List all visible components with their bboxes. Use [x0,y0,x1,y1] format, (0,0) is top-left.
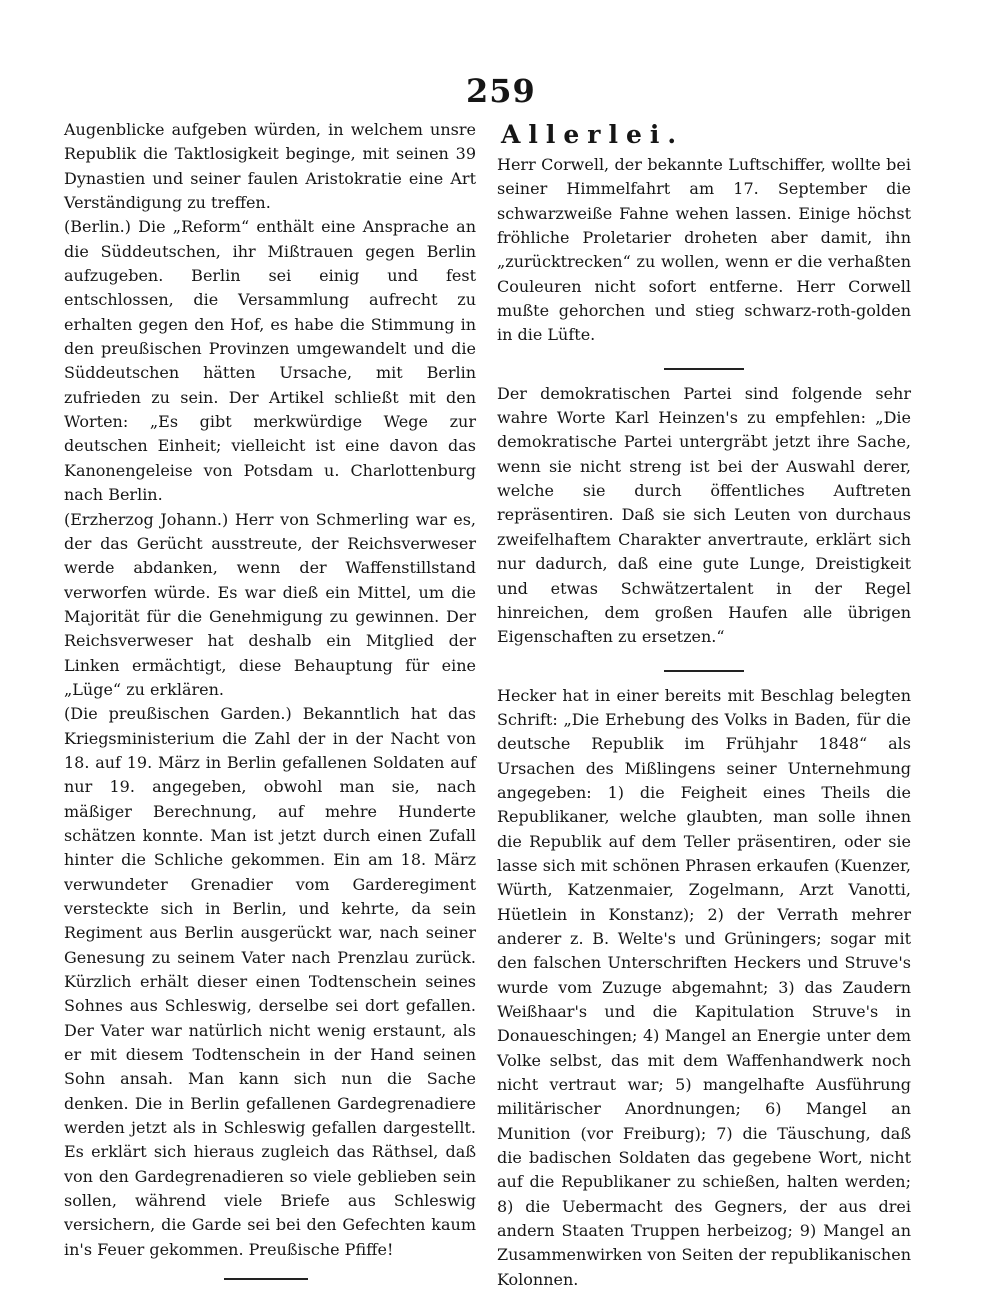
article-berlin: (Berlin.) Die „Reform“ enthält eine Ansprache an die Süddeutschen, ihr Mißtrauen gegen Berlin aufzugeben. Berlin sei einig und fest entschlossen, die Versammlung aufrecht zu erhalten gegen den Hof, es habe die Stimmung in den preußischen Provinzen umgewandelt und die Süddeutschen hätten Ursache, mit Berlin zufrieden zu sein. Der Artikel schließt mit den Worten: „Es gibt merkwürdige Wege zur deutschen Einheit; vielleicht ist eine davon das Kanonengeleise von Potsdam u. Charlottenburg nach Berlin. [64,217,476,505]
right-column [497,120,911,1292]
left-divider [224,1278,308,1280]
section-title: Allerlei. [501,120,685,149]
article-preussische-garden: (Die preußischen Garden.) Bekanntlich hat das Kriegsministerium die Zahl der in der Nacht von 18. auf 19. März in Berlin gefallenen Soldaten auf nur 19. angegeben, obwohl man sie, nach mäßiger Berechnung, auf mehre Hunderte schätzen konnte. Man ist jetzt durch einen Zufall hinter die Schliche gekommen. Ein am 18. März verwundeter Grenadier vom Garderegiment versteckte sich in Berlin, und kehrte, da sein Regiment aus Berlin ausgerückt war, nach seiner Genesung zu seinem Vater nach Prenzlau zurück. Kürzlich erhält dieser einen Todtenschein seines Sohnes aus Schleswig, derselbe sei dort gefallen. Der Vater war natürlich nicht wenig erstaunt, als er mit diesem Todtenschein in der Hand seinen Sohn ansah. Man kann sich nun die Sache denken. Die in Berlin gefallenen Gardegrenadiere werden jetzt als in Schleswig gefallen dargestellt. Es erklärt sich hieraus zugleich das Räthsel, daß von den Gardegrenadieren so viele geblieben sein sollen, während viele Briefe aus Schleswig versichern, die Garde sei bei den Gefechten kaum in's Feuer gekommen. Preußische Pfiffe! [64,704,476,1259]
article-corwell: Herr Corwell, der bekannte Luftschiffer, wollte bei seiner Himmelfahrt am 17. September die schwarzweiße Fahne wehen lassen. Einige höchst fröhliche Proletarier droheten aber damit, ihn „zurücktrecken“ zu wollen, wenn er die verhaßten Couleuren nicht sofort entferne. Herr Corwell mußte gehorchen und stieg schwarz-roth-golden in die Lüfte. [497,155,911,345]
divider-1 [664,368,744,370]
page-number: 259 [466,72,536,110]
article-erzherzog-johann: (Erzherzog Johann.) Herr von Schmerling war es, der das Gerücht ausstreute, der Reichsverweser werde abdanken, wenn der Waffenstillstand verworfen würde. Es war dieß ein Mittel, um die Majorität für die Genehmigung zu gewinnen. Der Reichsverweser hat deshalb ein Mitglied der Linken ermächtigt, diese Behauptung für eine „Lüge“ zu erklären. [64,509,476,699]
article-continuation: Augenblicke aufgeben würden, in welchem unsre Republik die Taktlosigkeit beginge, mit seinen 39 Dynastien und seiner faulen Aristokratie eine Art Verständigung zu treffen. [64,120,476,213]
left-column [64,118,476,1280]
article-hecker: Hecker hat in einer bereits mit Beschlag belegten Schrift: „Die Erhebung des Volks in Baden, für die deutsche Republik im Frühjahr 1848“ als Ursachen des Mißlingens seiner Unternehmung angegeben: 1) die Feigheit eines Theils die Republikaner, welche glaubten, man solle ihnen die Republik auf dem Teller präsentiren, oder sie lasse sich mit schönen Phrasen erkaufen (Kuenzer, Würth, Katzenmaier, Zogelmann, Arzt Vanotti, Hüetlein in Konstanz); 2) der Verrath mehrer anderer z. B. Welte's und Grüningers; sogar mit den falschen Unterschriften Heckers und Struve's wurde vom Zuzuge abgemahnt; 3) das Zaudern Weißhaar's und die Kapitulation Struve's in Donaueschingen; 4) Mangel an Energie unter dem Volke selbst, das mit dem Waffenhandwerk noch nicht vertraut war; 5) mangelhafte Ausführung militärischer Anordnungen; 6) Mangel an Munition (vor Freiburg); 7) die Täuschung, daß die badischen Soldaten das gegebene Wort, nicht auf die Republikaner zu schießen, halten werden; 8) die Uebermacht des Gegners, der aus drei andern Staaten Truppen herbeizog; 9) Mangel an Zusammenwirken von Seiten der republikanischen Kolonnen. [497,685,911,1289]
article-demokratische-partei: Der demokratischen Partei sind folgende sehr wahre Worte Karl Heinzen's zu empfehlen: „Die demokratische Partei untergräbt jetzt ihre Sache, wenn sie nicht streng ist bei der Auswahl derer, welche sie durch öffentliches Auftreten repräsentiren. Daß sie sich Leuten von durchaus zweifelhaftem Charakter anvertraute, erklärt sich nur dadurch, daß eine gute Lunge, Dreistigkeit und etwas Schwätzertalent in der Regel hinreichen, dem großen Haufen alle übrigen Eigenschaften zu ersetzen.“ [497,383,911,647]
divider-2 [664,670,744,672]
